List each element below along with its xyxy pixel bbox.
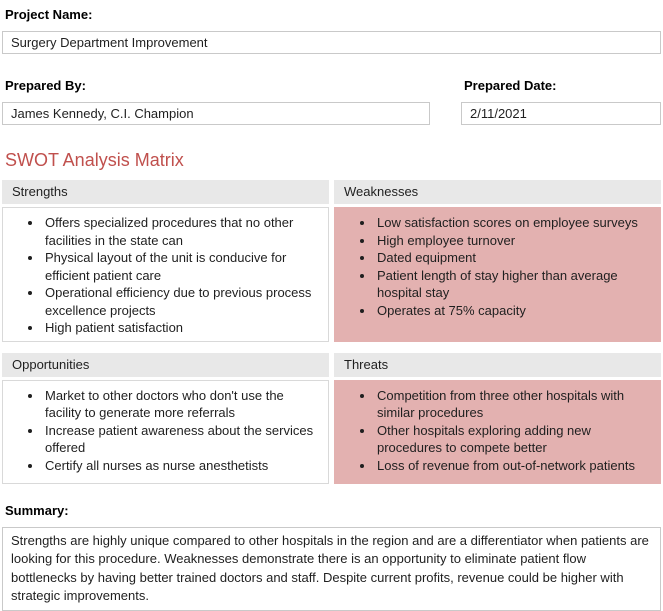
strengths-header: Strengths: [2, 180, 329, 204]
project-name-field: [2, 7, 661, 54]
summary-textarea[interactable]: Strengths are highly unique compared to other hospitals in the region and are a differentiator when patients are looking for this procedure. Weaknesses demonstrate there is an opportunity to eliminate patient flow bottlenecks by having better trained doctors and staff. Despite current profits, revenue could be higher with strategic improvements.: [2, 527, 661, 611]
threats-header: Threats: [334, 353, 661, 377]
opportunities-list: [9, 387, 322, 475]
project-name-label: Project Name:: [5, 7, 93, 22]
prepared-row: [2, 78, 661, 125]
list-item: • Operates at 75% capacity: [375, 302, 654, 320]
list-item: • Market to other doctors who don't use the facility to generate more referrals: [43, 387, 322, 422]
list-item: • Patient length of stay higher than average hospital stay: [375, 267, 654, 302]
strengths-cell[interactable]: [2, 207, 329, 342]
list-item: • Dated equipment: [375, 249, 654, 267]
opportunities-cell[interactable]: [2, 380, 329, 484]
list-item: • Offers specialized procedures that no other facilities in the state can: [43, 214, 322, 249]
threats-cell[interactable]: [334, 380, 661, 484]
threats-list: [341, 387, 654, 475]
strengths-list: [9, 214, 322, 337]
list-item: • Increase patient awareness about the services offered: [43, 422, 322, 457]
prepared-date-input[interactable]: [461, 102, 661, 125]
list-item: • Competition from three other hospitals with similar procedures: [375, 387, 654, 422]
list-item: • Loss of revenue from out-of-network patients: [375, 457, 654, 475]
list-item: • Operational efficiency due to previous process excellence projects: [43, 284, 322, 319]
weaknesses-header: Weaknesses: [334, 180, 661, 204]
prepared-by-field: [2, 78, 430, 125]
swot-row-strengths-weaknesses: [2, 180, 661, 342]
prepared-date-label: Prepared Date:: [464, 78, 557, 93]
list-item: • Certify all nurses as nurse anesthetists: [43, 457, 322, 475]
prepared-date-field: [461, 78, 661, 125]
weaknesses-cell[interactable]: [334, 207, 661, 342]
weaknesses-list: [341, 214, 654, 319]
prepared-by-input[interactable]: [2, 102, 430, 125]
prepared-by-label: Prepared By:: [5, 78, 86, 93]
opportunities-header: Opportunities: [2, 353, 329, 377]
swot-matrix-title: SWOT Analysis Matrix: [5, 150, 184, 170]
list-item: • Physical layout of the unit is conducive for efficient patient care: [43, 249, 322, 284]
list-item: • Low satisfaction scores on employee surveys: [375, 214, 654, 232]
list-item: • High employee turnover: [375, 232, 654, 250]
list-item: • Other hospitals exploring adding new procedures to compete better: [375, 422, 654, 457]
list-item: • High patient satisfaction: [43, 319, 322, 337]
swot-row-opportunities-threats: [2, 353, 661, 484]
project-name-input[interactable]: [2, 31, 661, 54]
summary-label: Summary:: [5, 502, 69, 518]
